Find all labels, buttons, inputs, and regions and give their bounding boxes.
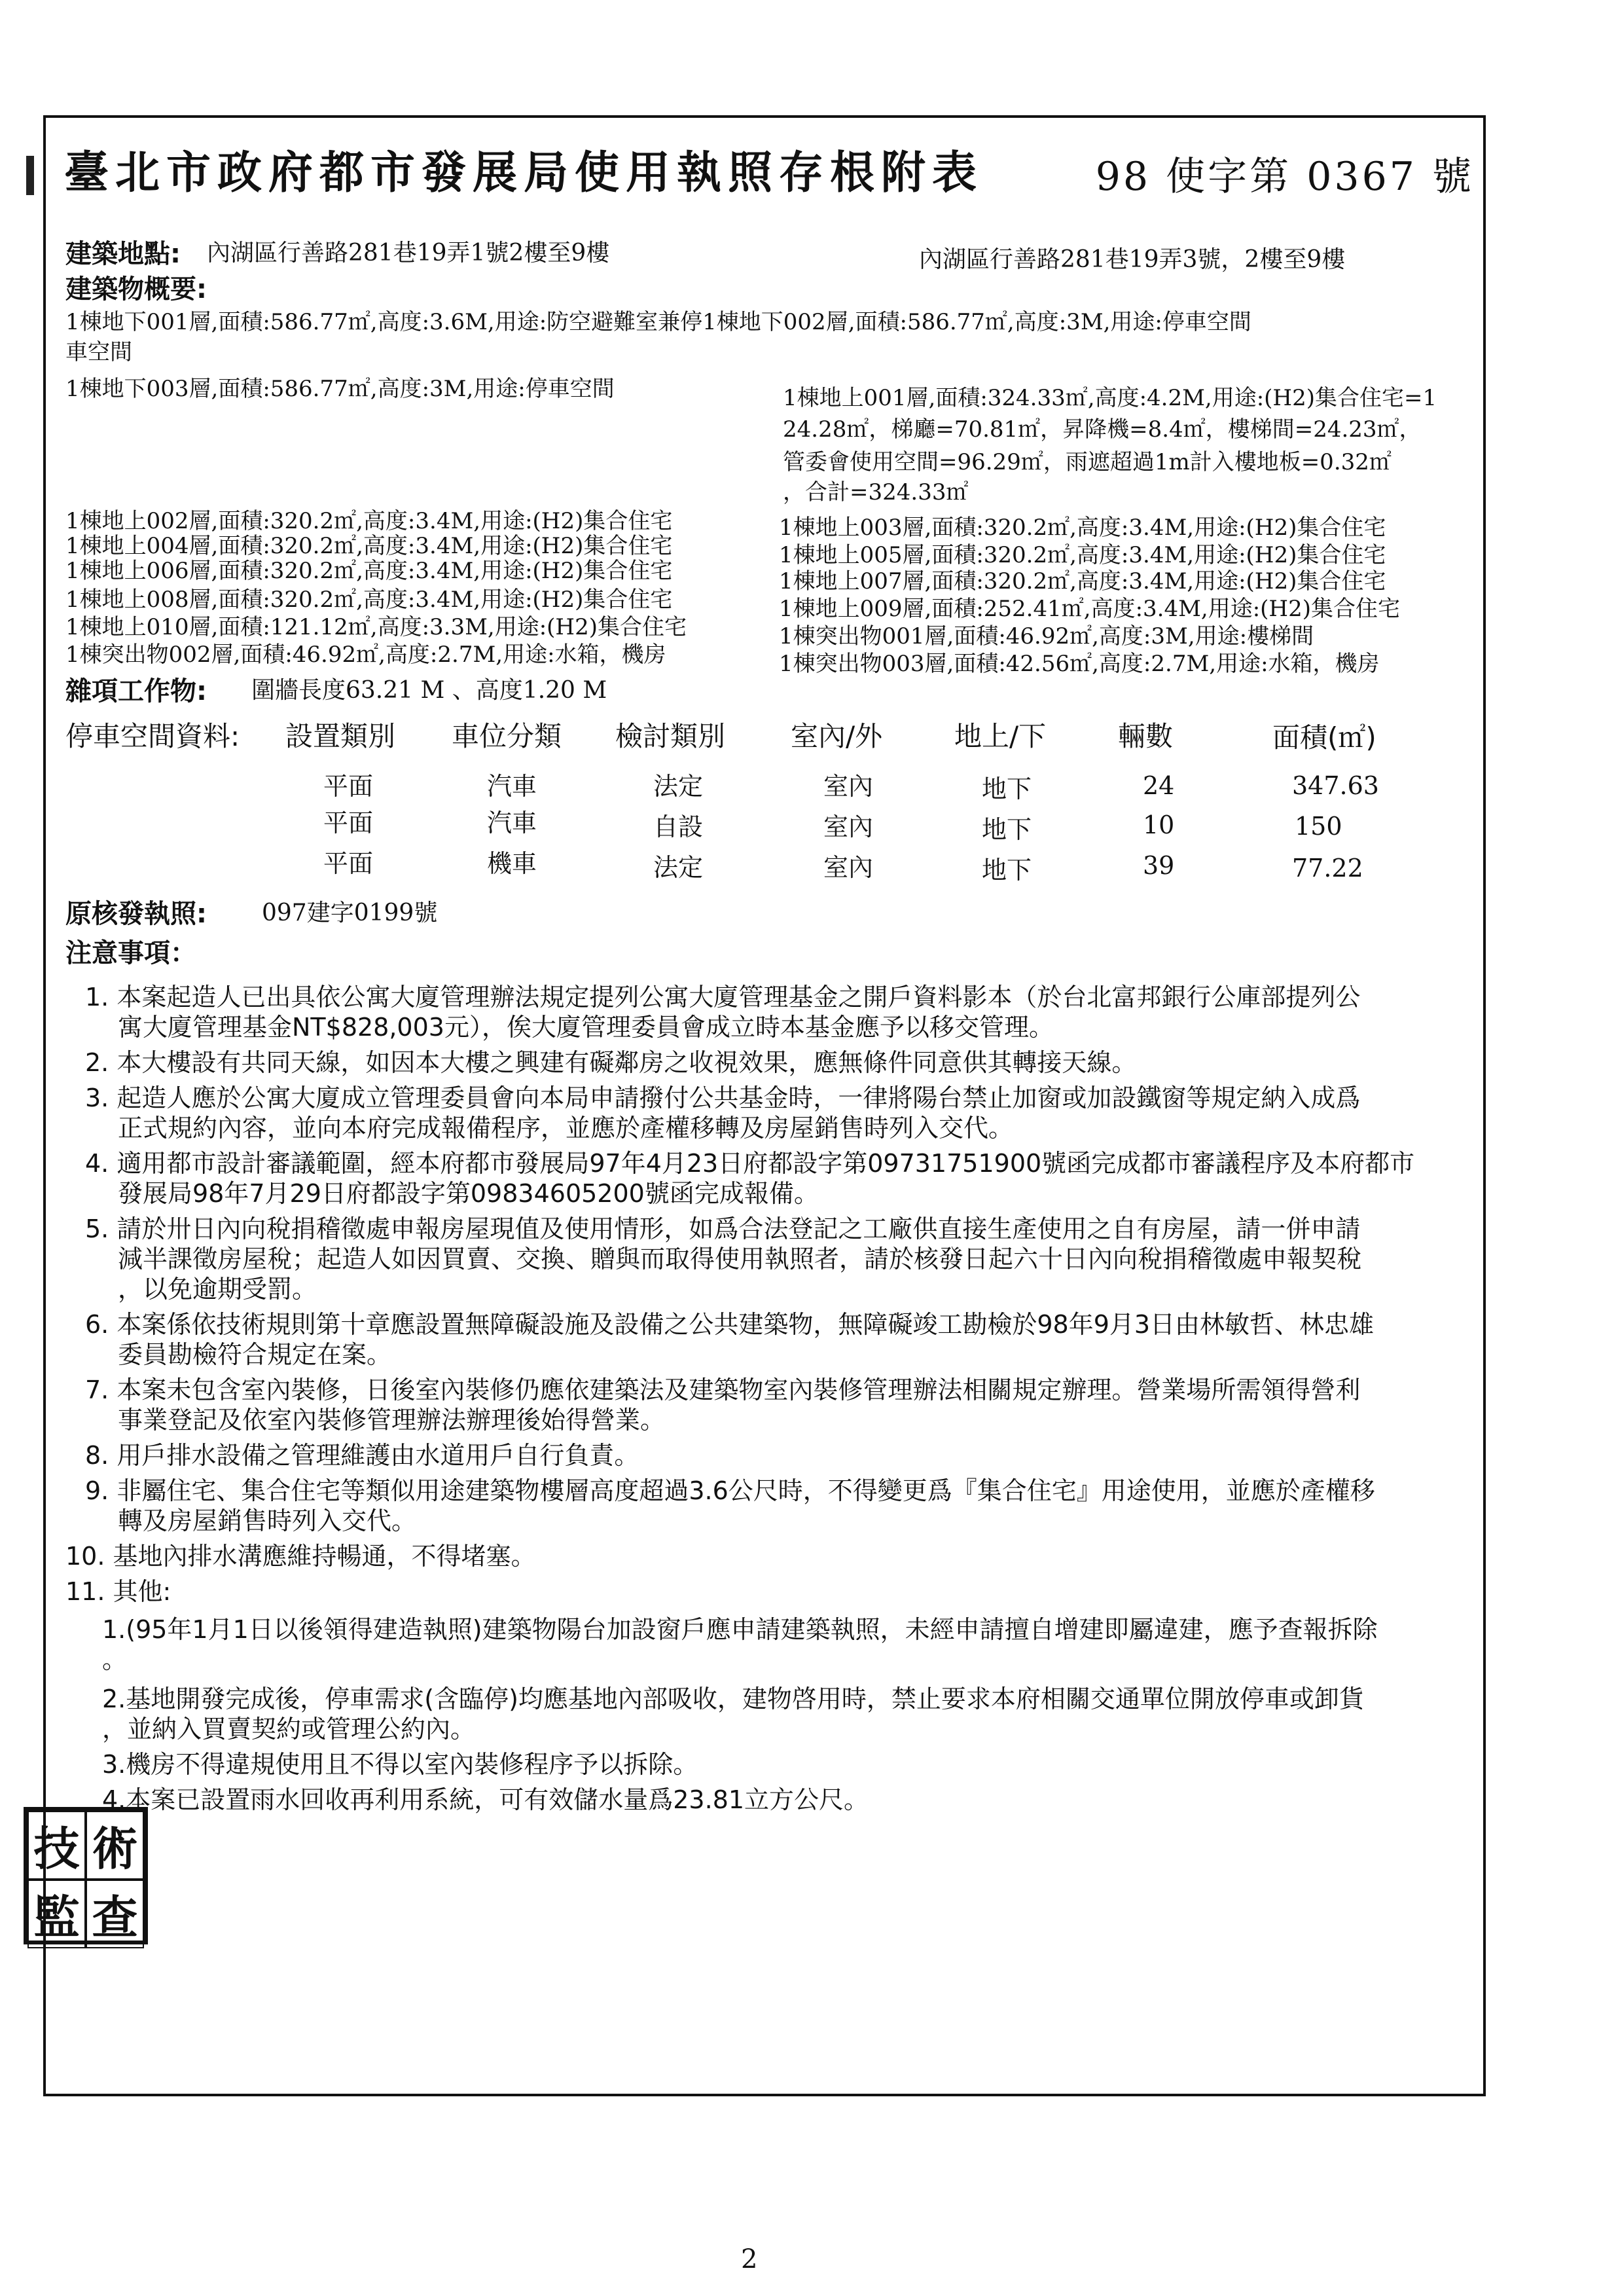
- right-block-line: 24.28㎡，梯廳=70.81㎡，昇降機=8.4㎡，樓梯間=24.23㎡，: [783, 416, 1422, 443]
- note-line: 9. 非屬住宅、集合住宅等類似用途建築物樓層高度超過3.6公尺時，不得變更爲『集合住宅』用途使用，並應於產權移: [85, 1476, 1375, 1505]
- building-line-2: 1棟地下003層,面積:586.77㎡,高度:3M,用途:停車空間: [65, 376, 615, 402]
- parking-cell: 地下: [982, 856, 1032, 884]
- building-line-1b: 車空間: [65, 339, 132, 365]
- right-block-line: 管委會使用空間=96.29㎡，雨遮超過1m計入樓地板=0.32㎡: [783, 449, 1392, 475]
- right-block-line: ，合計=324.33㎡: [783, 479, 969, 505]
- parking-header: 室內/外: [791, 720, 883, 752]
- site-address-1: 內湖區行善路281巷19弄1號2樓至9樓: [207, 240, 610, 266]
- parking-cell: 39: [1143, 851, 1175, 880]
- note-line: 3. 起造人應於公寓大廈成立管理委員會向本局申請撥付公共基金時，一律將陽台禁止加窗或加設鐵窗等規定納入成爲: [85, 1084, 1361, 1112]
- floor-item: 1棟地上005層,面積:320.2㎡,高度:3.4M,用途:(H2)集合住宅: [779, 542, 1386, 568]
- note-line: 10. 基地內排水溝應維持暢通，不得堵塞。: [65, 1542, 536, 1571]
- parking-header: 地上/下: [954, 720, 1047, 752]
- parking-cell: 地下: [982, 815, 1032, 844]
- misc-label: 雜項工作物:: [65, 676, 207, 706]
- parking-cell: 法定: [653, 853, 704, 882]
- parking-header: 輛數: [1118, 720, 1174, 752]
- note-line: 轉及房屋銷售時列入交代。: [118, 1506, 417, 1535]
- parking-cell: 347.63: [1292, 771, 1379, 800]
- note-line: 8. 用戶排水設備之管理維護由水道用戶自行負責。: [85, 1441, 639, 1470]
- parking-cell: 150: [1295, 812, 1342, 841]
- note-line: 1.(95年1月1日以後領得建造執照)建築物陽台加設窗戶應申請建築執照，未經申請擅自增建即屬違建，應予查報拆除: [102, 1615, 1378, 1644]
- note-line: ，以免逾期受罰。: [118, 1275, 317, 1303]
- floor-item: 1棟地上008層,面積:320.2㎡,高度:3.4M,用途:(H2)集合住宅: [65, 587, 673, 613]
- right-block-line: 1棟地上001層,面積:324.33㎡,高度:4.2M,用途:(H2)集合住宅=1: [783, 385, 1437, 411]
- note-line: 減半課徵房屋稅；起造人如因買賣、交換、贈與而取得使用執照者，請於核發日起六十日內向稅捐稽徵處申報契稅: [118, 1245, 1362, 1273]
- parking-cell: 10: [1143, 811, 1175, 839]
- note-line: 2. 本大樓設有共同天線，如因本大樓之興建有礙鄰房之收視效果，應無條件同意供其轉接天線。: [85, 1048, 1137, 1077]
- note-line: 事業登記及依室內裝修管理辦法辦理後始得營業。: [118, 1406, 666, 1434]
- note-line: ，並納入買賣契約或管理公約內。: [102, 1715, 476, 1743]
- building-line-1: 1棟地下001層,面積:586.77㎡,高度:3.6M,用途:防空避難室兼停1棟地下002層,面積:586.77㎡,高度:3M,用途:停車空間: [65, 309, 1251, 335]
- seal-char: 技: [27, 1811, 86, 1880]
- note-line: 正式規約內容，並向本府完成報備程序，並應於產權移轉及房屋銷售時列入交代。: [118, 1114, 1014, 1142]
- notes-label: 注意事項：: [65, 938, 196, 968]
- seal-char: 查: [86, 1880, 144, 1948]
- floor-item: 1棟地上004層,面積:320.2㎡,高度:3.4M,用途:(H2)集合住宅: [65, 533, 673, 559]
- parking-cell: 機車: [487, 849, 537, 878]
- floor-item: 1棟地上007層,面積:320.2㎡,高度:3.4M,用途:(H2)集合住宅: [779, 568, 1386, 594]
- seal-char: 術: [86, 1811, 144, 1880]
- note-line: 11. 其他:: [65, 1577, 171, 1606]
- floor-item: 1棟地上006層,面積:320.2㎡,高度:3.4M,用途:(H2)集合住宅: [65, 558, 673, 584]
- floor-item: 1棟地上009層,面積:252.41㎡,高度:3.4M,用途:(H2)集合住宅: [779, 596, 1400, 622]
- floor-item: 1棟突出物003層,面積:42.56㎡,高度:2.7M,用途:水箱，機房: [779, 651, 1380, 677]
- note-line: 3.機房不得違規使用且不得以室內裝修程序予以拆除。: [102, 1750, 698, 1779]
- parking-cell: 平面: [323, 772, 374, 801]
- note-line: 4.本案已設置雨水回收再利用系統，可有效儲水量爲23.81立方公尺。: [102, 1785, 869, 1814]
- parking-cell: 室內: [823, 812, 874, 841]
- note-line: 2.基地開發完成後，停車需求(含臨停)均應基地內部吸收，建物啓用時，禁止要求本府相關交通單位開放停車或卸貨: [102, 1685, 1364, 1713]
- parking-header: 車位分類: [452, 720, 562, 752]
- parking-cell: 汽車: [487, 809, 537, 837]
- official-seal: [24, 1807, 148, 1944]
- site-label: 建築地點:: [65, 239, 181, 269]
- document-title: 臺北市政府都市發展局使用執照存根附表: [64, 147, 984, 199]
- note-line: 4. 適用都市設計審議範圍，經本府都市發展局97年4月23日府都設字第09731751900號函完成都市審議程序及本府都市: [85, 1149, 1415, 1178]
- parking-cell: 地下: [982, 774, 1032, 803]
- parking-cell: 平面: [323, 849, 374, 878]
- floor-item: 1棟地上003層,面積:320.2㎡,高度:3.4M,用途:(H2)集合住宅: [779, 515, 1386, 541]
- parking-cell: 77.22: [1292, 854, 1363, 883]
- misc-value: 圍牆長度63.21 M 、高度1.20 M: [251, 677, 607, 704]
- building-label: 建築物概要:: [65, 274, 207, 304]
- parking-cell: 法定: [653, 772, 704, 801]
- page-number: 2: [741, 2244, 758, 2274]
- floor-item: 1棟突出物001層,面積:46.92㎡,高度:3M,用途:樓梯間: [779, 623, 1314, 649]
- note-line: 發展局98年7月29日府都設字第09834605200號函完成報備。: [118, 1179, 819, 1208]
- scan-mark: [26, 156, 34, 195]
- parking-header: 設置類別: [285, 720, 396, 752]
- parking-cell: 室內: [823, 772, 874, 801]
- parking-cell: 室內: [823, 853, 874, 882]
- permit-number: 98 使字第 0367 號: [1095, 154, 1474, 200]
- note-line: 5. 請於卅日內向稅捐稽徵處申報房屋現值及使用情形，如爲合法登記之工廠供直接生產使用之自有房屋，請一併申請: [85, 1214, 1361, 1243]
- parking-cell: 自設: [653, 812, 704, 841]
- floor-item: 1棟突出物002層,面積:46.92㎡,高度:2.7M,用途:水箱，機房: [65, 642, 666, 668]
- parking-label: 停車空間資料:: [65, 720, 240, 752]
- original-permit-label: 原核發執照:: [65, 899, 207, 929]
- parking-cell: 平面: [323, 809, 374, 837]
- note-line: 6. 本案係依技術規則第十章應設置無障礙設施及設備之公共建築物，無障礙竣工勘檢於98年9月3日由林敏哲、林忠雄: [85, 1310, 1375, 1339]
- note-line: 委員勘檢符合規定在案。: [118, 1340, 392, 1369]
- note-line: 7. 本案未包含室內裝修，日後室內裝修仍應依建築法及建築物室內裝修管理辦法相關規定辦理。營業場所需領得營利: [85, 1376, 1361, 1404]
- note-line: 寓大廈管理基金NT$828,003元），俟大廈管理委員會成立時本基金應予以移交管理。: [118, 1013, 1054, 1042]
- floor-item: 1棟地上010層,面積:121.12㎡,高度:3.3M,用途:(H2)集合住宅: [65, 614, 687, 640]
- parking-header: 面積(㎡): [1272, 721, 1376, 754]
- floor-item: 1棟地上002層,面積:320.2㎡,高度:3.4M,用途:(H2)集合住宅: [65, 508, 673, 534]
- parking-cell: 24: [1143, 771, 1175, 800]
- parking-cell: 汽車: [487, 772, 537, 801]
- site-address-2: 內湖區行善路281巷19弄3號，2樓至9樓: [919, 246, 1346, 273]
- original-permit-value: 097建字0199號: [262, 900, 438, 926]
- parking-header: 檢討類別: [615, 720, 726, 752]
- note-line: 1. 本案起造人已出具依公寓大廈管理辦法規定提列公寓大廈管理基金之開戶資料影本（於台北富邦銀行公庫部提列公: [85, 983, 1361, 1011]
- note-line: 。: [102, 1645, 128, 1674]
- seal-char: 監: [27, 1880, 86, 1948]
